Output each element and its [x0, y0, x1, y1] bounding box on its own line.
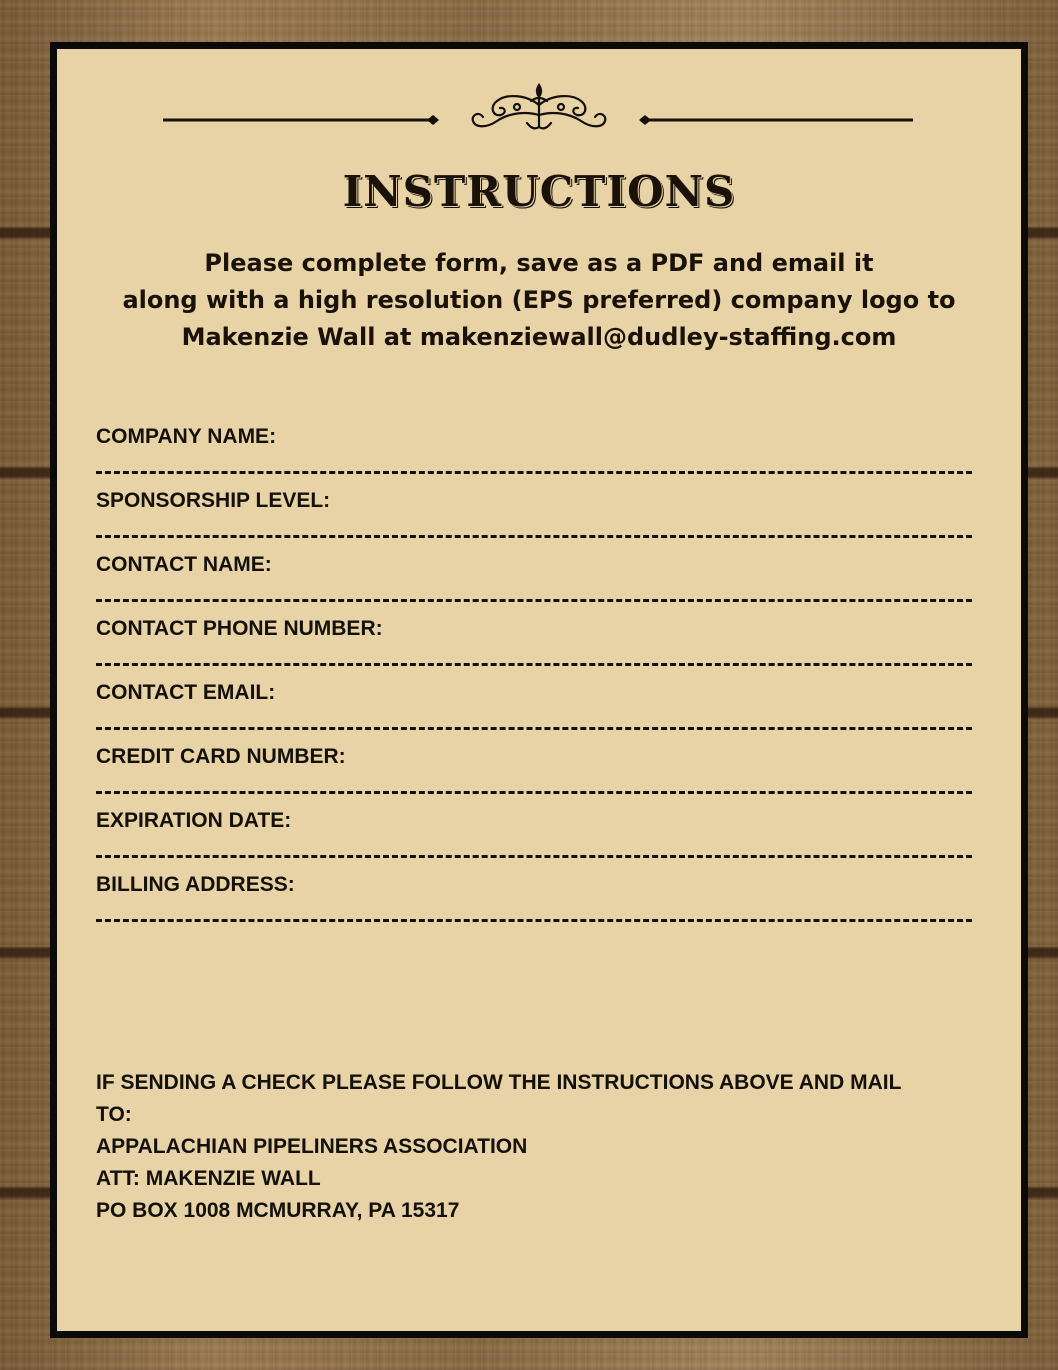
field-blank-line[interactable]	[96, 855, 972, 858]
credit-card-number-field[interactable]	[96, 745, 976, 809]
mailing-attention: ATT: MAKENZIE WALL	[96, 1167, 321, 1190]
field-label: EXPIRATION DATE:	[96, 809, 292, 832]
check-mailing-instructions	[96, 1067, 976, 1227]
billing-address-field[interactable]	[96, 873, 976, 937]
field-blank-line[interactable]	[96, 791, 972, 794]
instruction-sheet	[50, 42, 1028, 1338]
contact-name-field[interactable]	[96, 553, 976, 617]
field-label: CREDIT CARD NUMBER:	[96, 745, 346, 768]
field-label: COMPANY NAME:	[96, 425, 277, 448]
check-line: TO:	[96, 1103, 132, 1126]
intro-instructions	[57, 245, 1021, 356]
field-blank-line[interactable]	[96, 471, 972, 474]
mailing-address: PO BOX 1008 MCMURRAY, PA 15317	[96, 1199, 460, 1222]
sponsorship-level-field[interactable]	[96, 489, 976, 553]
sponsor-form	[96, 425, 976, 937]
intro-line: Please complete form, save as a PDF and email it	[204, 249, 874, 277]
mailing-organization: APPALACHIAN PIPELINERS ASSOCIATION	[96, 1135, 528, 1158]
field-blank-line[interactable]	[96, 535, 972, 538]
field-blank-line[interactable]	[96, 919, 972, 922]
field-blank-line[interactable]	[96, 727, 972, 730]
header-ornament	[57, 71, 1021, 137]
expiration-date-field[interactable]	[96, 809, 976, 873]
field-label: CONTACT EMAIL:	[96, 681, 276, 704]
field-label: SPONSORSHIP LEVEL:	[96, 489, 331, 512]
contact-email-field[interactable]	[96, 681, 976, 745]
intro-line: along with a high resolution (EPS preferred) company logo to	[122, 286, 956, 314]
intro-line: Makenzie Wall at makenziewall@dudley-staffing.com	[181, 323, 897, 351]
check-line: IF SENDING A CHECK PLEASE FOLLOW THE INSTRUCTIONS ABOVE AND MAIL	[96, 1071, 902, 1094]
page-title: INSTRUCTIONS	[342, 167, 736, 216]
field-label: CONTACT PHONE NUMBER:	[96, 617, 383, 640]
field-blank-line[interactable]	[96, 599, 972, 602]
field-blank-line[interactable]	[96, 663, 972, 666]
contact-phone-field[interactable]	[96, 617, 976, 681]
flourish-scroll-icon	[57, 71, 1021, 137]
company-name-field[interactable]	[96, 425, 976, 489]
field-label: CONTACT NAME:	[96, 553, 272, 576]
field-label: BILLING ADDRESS:	[96, 873, 295, 896]
